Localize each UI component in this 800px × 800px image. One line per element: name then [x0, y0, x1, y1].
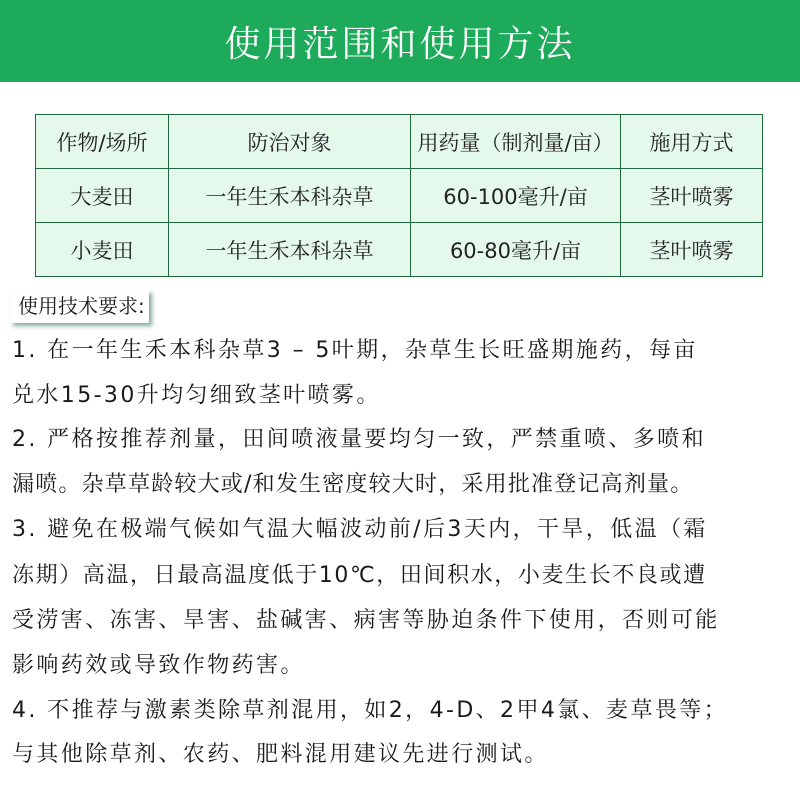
requirements-label: 使用技术要求: [10, 290, 149, 323]
requirement-line: 4. 不推荐与激素类除草剂混用，如2，4-D、2甲4氯、麦草畏等； [12, 698, 729, 723]
table-cell: 60-100毫升/亩 [411, 169, 621, 223]
requirement-line: 影响药效或导致作物药害。 [12, 653, 305, 678]
table-row [36, 169, 763, 223]
table-header-row [36, 115, 763, 169]
requirement-line: 冻期）高温，日最高温度低于10℃，田间积水，小麦生长不良或遭 [12, 563, 707, 588]
table-cell: 茎叶喷雾 [621, 169, 763, 223]
requirement-line: 1. 在一年生禾本科杂草3 – 5叶期，杂草生长旺盛期施药，每亩 [12, 338, 698, 363]
requirement-line: 受涝害、冻害、旱害、盐碱害、病害等胁迫条件下使用，否则可能 [12, 608, 720, 633]
header-cell: 施用方式 [621, 115, 763, 169]
requirement-line: 与其他除草剂、农药、肥料混用建议先进行测试。 [12, 742, 549, 767]
table-cell: 大麦田 [36, 169, 169, 223]
requirement-line: 2. 严格按推荐剂量，田间喷液量要均匀一致，严禁重喷、多喷和 [12, 427, 706, 452]
header-cell: 防治对象 [169, 115, 411, 169]
table-row [36, 223, 763, 277]
page-title: 使用范围和使用方法 [224, 23, 576, 65]
requirement-line: 兑水15-30升均匀细致茎叶喷雾。 [12, 383, 381, 408]
table-cell: 一年生禾本科杂草 [169, 169, 411, 223]
table-cell: 60-80毫升/亩 [411, 223, 621, 277]
header-cell: 作物/场所 [36, 115, 169, 169]
usage-table [35, 114, 763, 277]
page-header [0, 0, 800, 82]
requirement-line: 3. 避免在极端气候如气温大幅波动前/后3天内，干旱，低温（霜 [12, 517, 708, 542]
table-cell: 小麦田 [36, 223, 169, 277]
header-cell: 用药量（制剂量/亩） [411, 115, 621, 169]
table-cell: 茎叶喷雾 [621, 223, 763, 277]
requirement-line: 漏喷。杂草草龄较大或/和发生密度较大时，采用批准登记高剂量。 [12, 472, 694, 497]
table-cell: 一年生禾本科杂草 [169, 223, 411, 277]
